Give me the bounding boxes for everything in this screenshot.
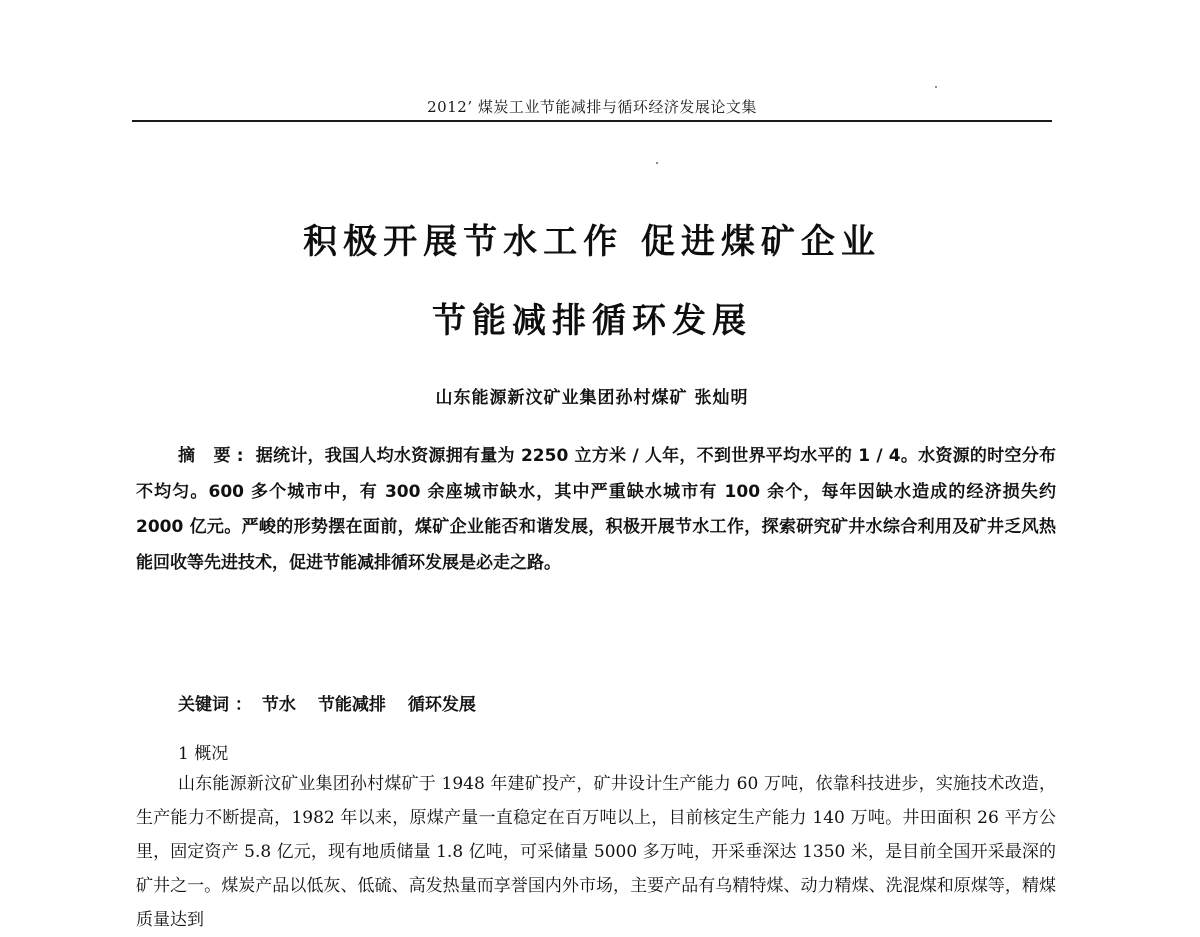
keyword-item: 节能减排 — [317, 695, 386, 715]
abstract-text: 据统计，我国人均水资源拥有量为 2250 立方米 / 人年，不到世界平均水平的 1 / 4。水资源的时空分布不均匀。600 多个城市中，有 300 余座城市缺水，其中严重缺水城市有 100 余个，每年因缺水造成的经济损失约 2000 亿元。严峻的形势摆在面前，煤矿企业能否和谐发展，积极开展节水工作，探索研究矿井水综合利用及矿井乏风热能回收等先进技术，促进节能减排循环发展是必走之路。 — [136, 446, 1056, 573]
header-rule — [132, 120, 1052, 122]
scan-speck — [656, 162, 658, 164]
scan-speck — [935, 86, 937, 88]
paper-title-line-1: 积极开展节水工作 促进煤矿企业 — [303, 222, 881, 262]
keyword-item: 节水 — [261, 695, 296, 715]
keywords-label: 关键词 ： — [178, 695, 252, 715]
running-header: 2012’ 煤炭工业节能减排与循环经济发展论文集 — [427, 98, 757, 116]
keyword-item: 循环发展 — [407, 695, 476, 715]
abstract-label: 摘 要: — [178, 446, 250, 466]
keywords-line — [178, 690, 498, 715]
section-heading: 1 概况 — [178, 744, 229, 764]
abstract-paragraph — [136, 439, 1056, 581]
paper-title-line-2: 节能减排循环发展 — [432, 301, 752, 341]
author-affiliation: 山东能源新汶矿业集团孙村煤矿 张灿明 — [435, 388, 749, 408]
section-body-paragraph: 山东能源新汶矿业集团孙村煤矿于 1948 年建矿投产，矿井设计生产能力 60 万吨，依靠科技进步，实施技术改造，生产能力不断提高，1982 年以来，原煤产量一直稳定在百万吨以上，目前核定生产能力 140 万吨。井田面积 26 平方公里，固定资产 5.8 亿元，现有地质储量 1.8 亿吨，可采储量 5000 多万吨，开采垂深达 1350 米，是目前全国开采最深的矿井之一。煤炭产品以低灰、低硫、高发热量而享誉国内外市场，主要产品有乌精特煤、动力精煤、洗混煤和原煤等，精煤质量达到 — [136, 774, 1056, 930]
